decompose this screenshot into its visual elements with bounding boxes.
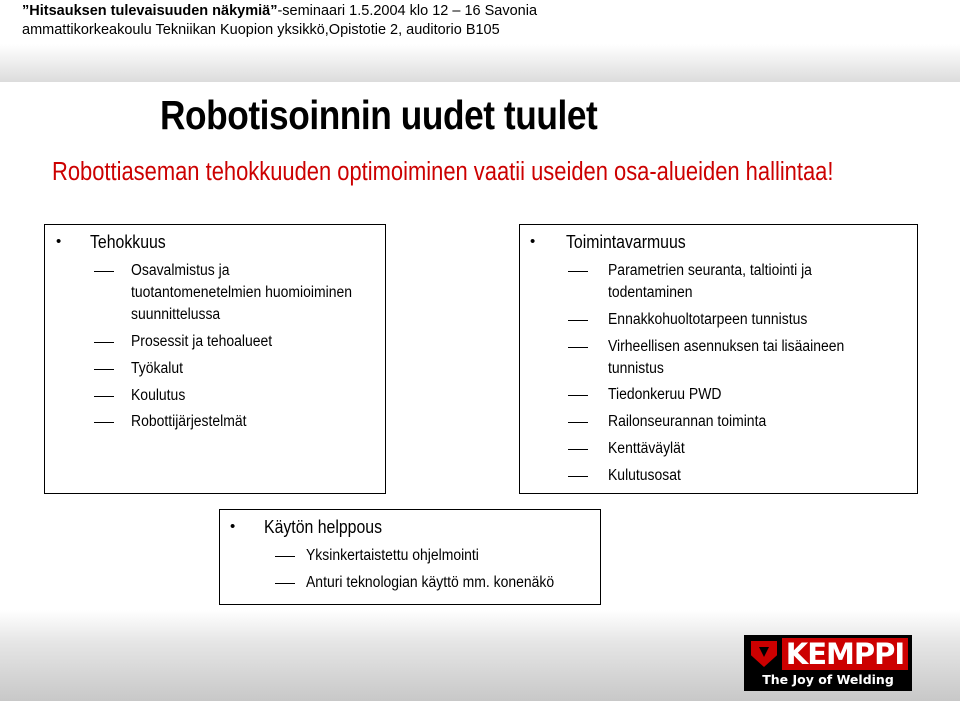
logo-brand: KEMPPI (782, 638, 908, 670)
box1-dash-icon (94, 342, 114, 343)
box1-heading: Tehokkuus (90, 232, 166, 252)
box1-dash-icon (94, 396, 114, 397)
box2-dash-icon (568, 395, 588, 396)
box1-list-item: Koulutus (131, 387, 186, 404)
box2-list-item: Kenttäväylät (608, 440, 685, 457)
box2-list-item: todentaminen (608, 284, 693, 301)
kemppi-logo (744, 635, 912, 691)
box2-list-item: Railonseurannan toiminta (608, 413, 767, 430)
box2-dash-icon (568, 271, 588, 272)
box3-dash-icon (275, 556, 295, 557)
slide-title: Robotisoinnin uudet tuulet (160, 92, 598, 138)
event-details: -seminaari 1.5.2004 klo 12 – 16 Savonia (277, 3, 538, 19)
slide-subtitle: Robottiaseman tehokkuuden optimoiminen vaatii useiden osa-alueiden hallintaa! (52, 158, 834, 186)
box2-list-item: tunnistus (608, 360, 664, 377)
box1-list-item: Työkalut (131, 360, 183, 377)
box2-dash-icon (568, 476, 588, 477)
kemppi-shield-icon (751, 641, 777, 667)
box3-bullet-icon: • (230, 518, 236, 535)
logo-tagline: The Joy of Welding (762, 672, 894, 687)
box2-dash-icon (568, 422, 588, 423)
box1-list-item: Prosessit ja tehoalueet (131, 333, 273, 350)
box2-list-item: Virheellisen asennuksen tai lisäaineen (608, 338, 845, 355)
box1-bullet-icon: • (56, 233, 62, 250)
event-header-line2: ammattikorkeakoulu Tekniikan Kuopion yksikkö,Opistotie 2, auditorio B105 (22, 22, 500, 38)
box2-heading: Toimintavarmuus (566, 232, 686, 252)
event-header-line1 (22, 2, 537, 21)
box1-dash-icon (94, 369, 114, 370)
box3-heading: Käytön helppous (264, 517, 383, 537)
box2-dash-icon (568, 320, 588, 321)
box2-dash-icon (568, 449, 588, 450)
box1-list-item: Robottijärjestelmät (131, 413, 247, 430)
box1-dash-icon (94, 422, 114, 423)
box1-list-item: suunnittelussa (131, 306, 221, 323)
box3-dash-icon (275, 583, 295, 584)
box2-bullet-icon: • (530, 233, 536, 250)
box2-list-item: Ennakkohuoltotarpeen tunnistus (608, 311, 808, 328)
box1-list-item: tuotantomenetelmien huomioiminen (131, 284, 353, 301)
box3-list-item: Yksinkertaistettu ohjelmointi (306, 547, 479, 564)
event-title: ”Hitsauksen tulevaisuuden näkymiä” (22, 3, 278, 19)
top-gradient-band (0, 44, 960, 82)
box3-list-item: Anturi teknologian käyttö mm. konenäkö (306, 574, 555, 591)
box1-list-item: Osavalmistus ja (131, 262, 230, 279)
event-header (22, 2, 537, 40)
box2-dash-icon (568, 347, 588, 348)
box2-list-item: Kulutusosat (608, 467, 681, 484)
box1-dash-icon (94, 271, 114, 272)
box2-list-item: Tiedonkeruu PWD (608, 386, 722, 403)
box2-list-item: Parametrien seuranta, taltiointi ja (608, 262, 812, 279)
